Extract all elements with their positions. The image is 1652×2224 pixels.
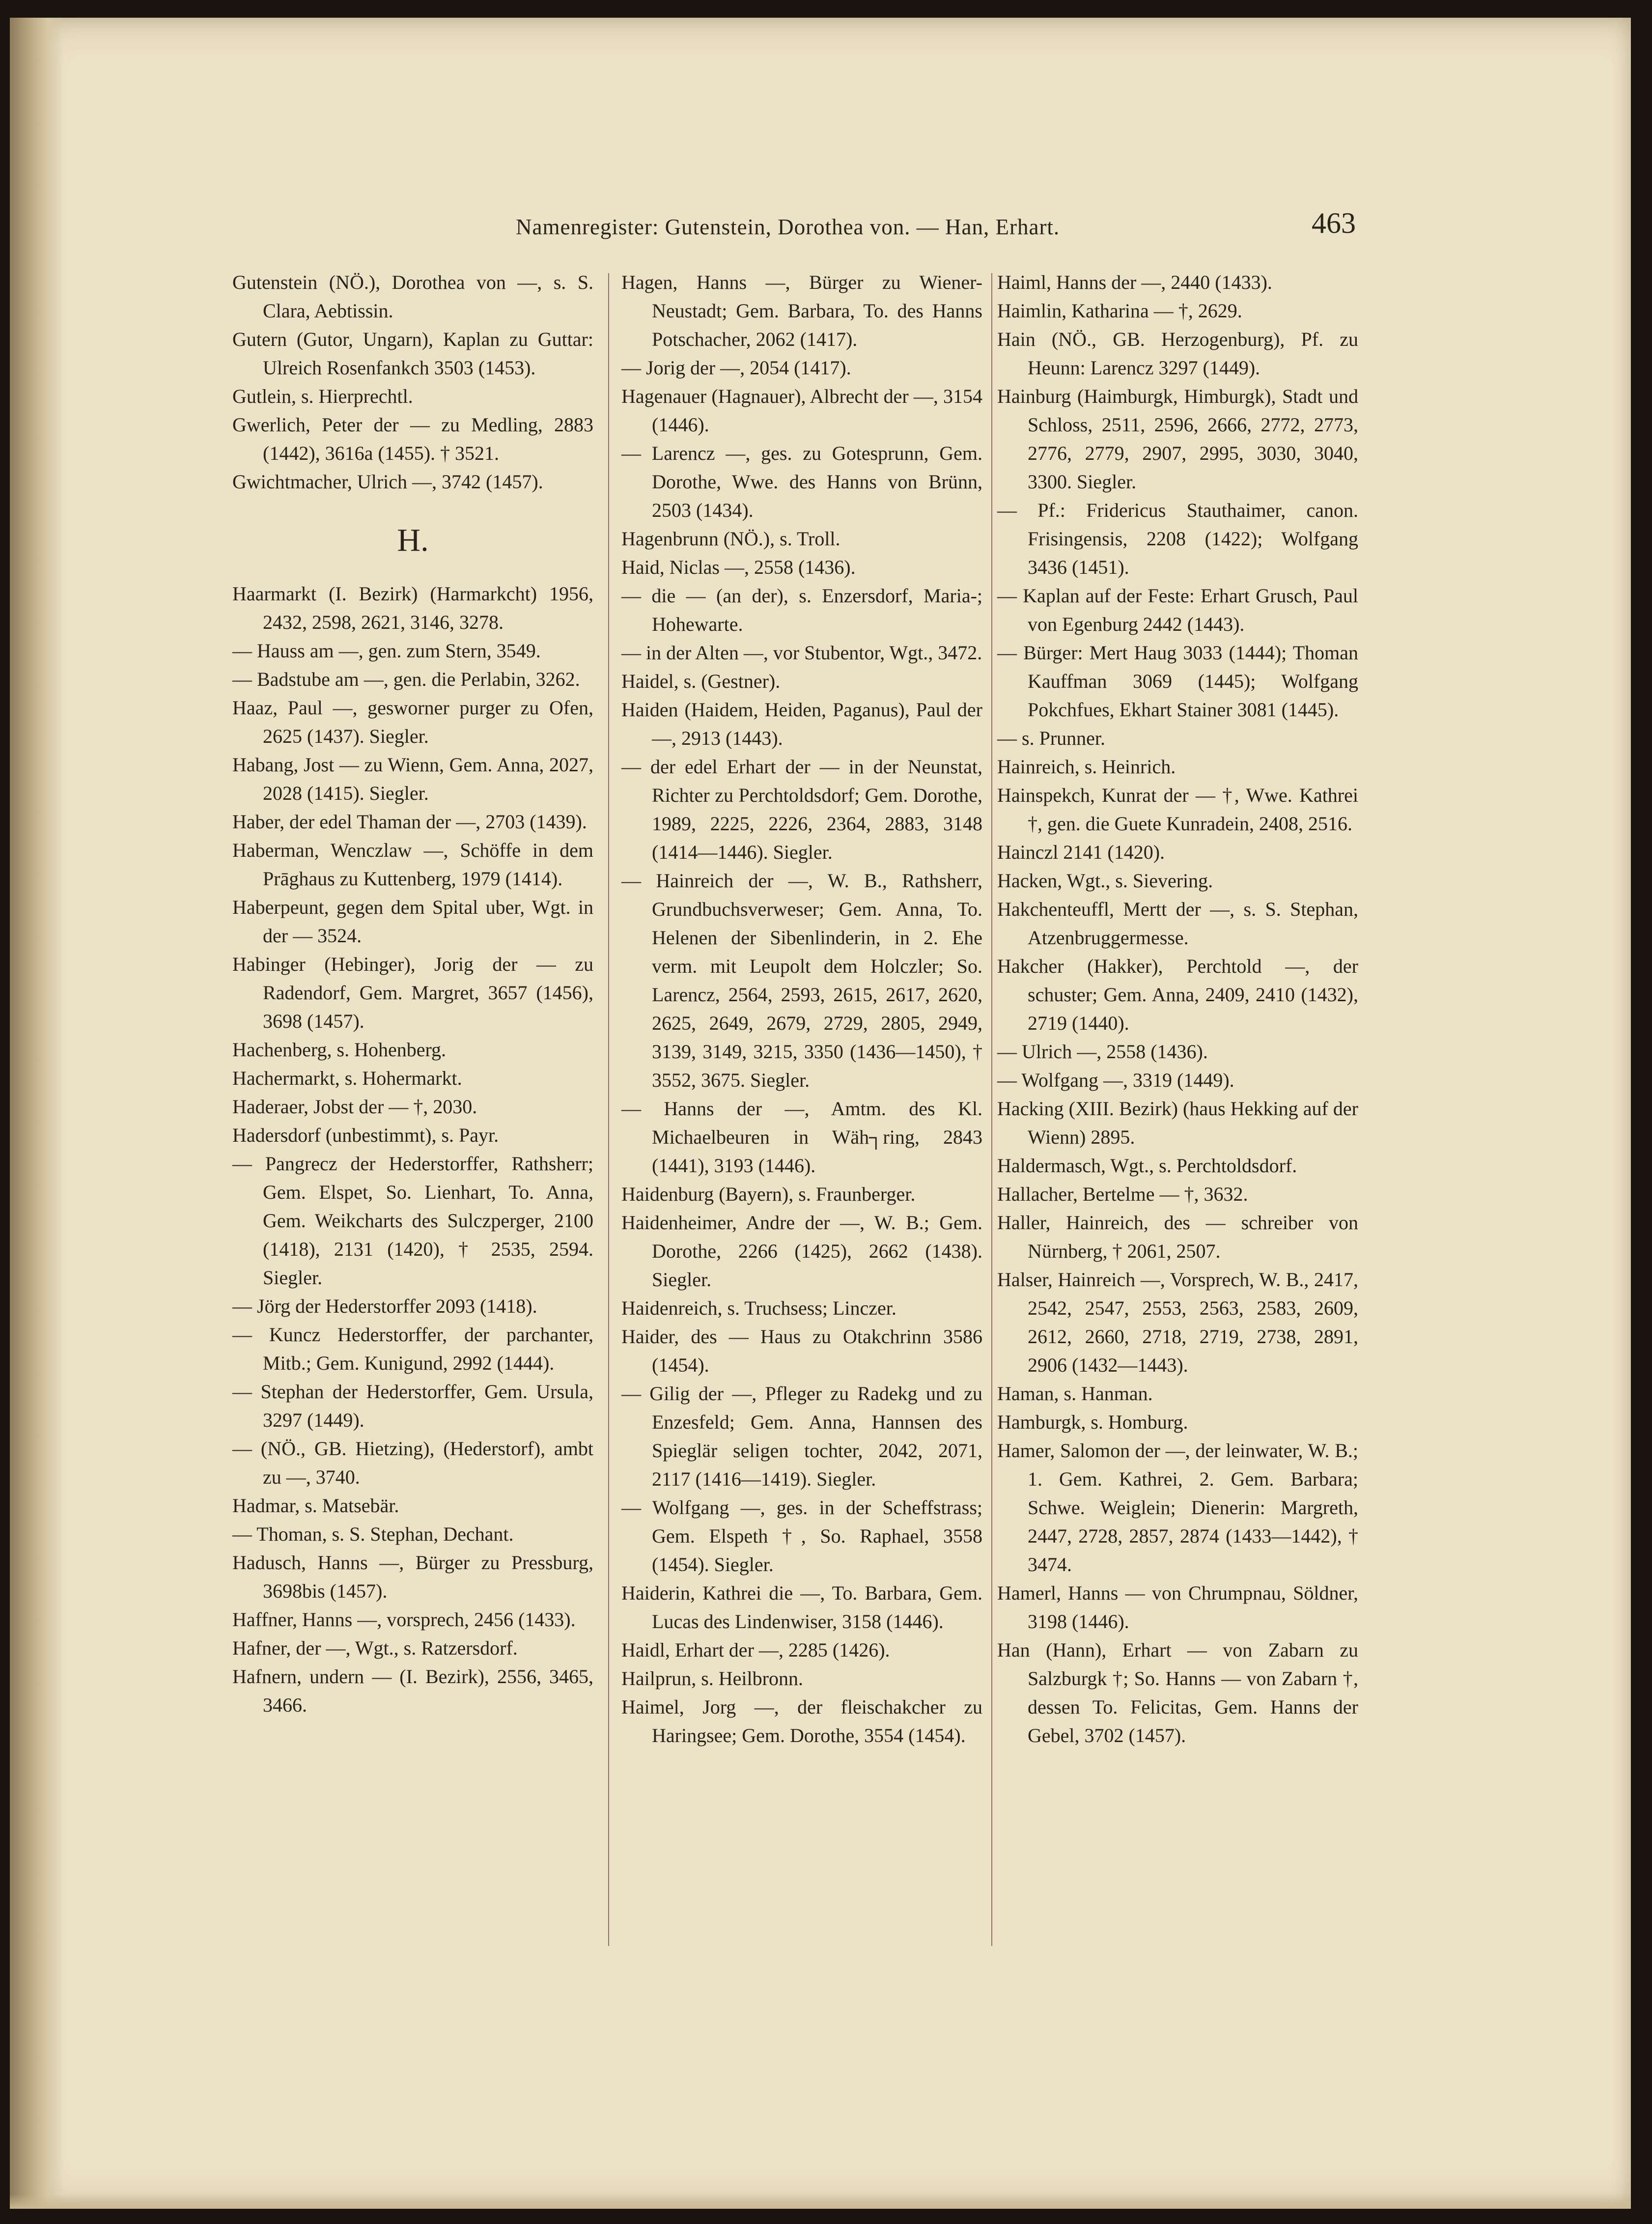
index-entry: Halser, Hainreich —, Vorsprech, W. B., 2417, 2542, 2547, 2553, 2563, 2583, 2609, 2612, 2660, 2718, 2719, 2738, 2891, 2906 (1432—1443). [997, 1268, 1358, 1376]
index-entry: Haberman, Wenczlaw —, Schöffe in dem Prāghaus zu Kuttenberg, 1979 (1414). [232, 839, 593, 890]
index-entry: Hacken, Wgt., s. Sievering. [997, 870, 1213, 892]
index-entry: — Kaplan auf der Feste: Erhart Grusch, Paul von Egenburg 2442 (1443). [997, 585, 1358, 635]
column-rule-right [991, 273, 992, 1946]
index-entry: Hain (NÖ., GB. Herzogenburg), Pf. zu Heunn: Larencz 3297 (1449). [997, 328, 1358, 379]
index-entry: Haid, Niclas —, 2558 (1436). [621, 556, 856, 578]
index-entry: — Larencz —, ges. zu Gotesprunn, Gem. Dorothe, Wwe. des Hanns von Brünn, 2503 (1434). [621, 442, 982, 521]
index-entry: Hakchenteuffl, Mertt der —, s. S. Stephan, Atzenbruggermesse. [997, 898, 1358, 949]
index-entry: Hainburg (Haimburgk, Himburgk), Stadt und Schloss, 2511, 2596, 2666, 2772, 2773, 2776, 2779, 2907, 2995, 3030, 3040, 3300. Siegler. [997, 385, 1358, 493]
index-entry: Haarmarkt (I. Bezirk) (Harmarkcht) 1956, 2432, 2598, 2621, 3146, 3278. [232, 583, 593, 633]
index-entry: — die — (an der), s. Enzersdorf, Maria-; Hohewarte. [621, 585, 982, 635]
section-letter-heading: H. [397, 522, 429, 558]
index-entry: Hagen, Hanns —, Bürger zu Wiener-Neustadt; Gem. Barbara, To. des Hanns Potschacher, 2062 (1417). [621, 271, 982, 350]
index-entry: Haller, Hainreich, des — schreiber von Nürnberg, † 2061, 2507. [997, 1211, 1358, 1262]
index-entry: — Wolfgang —, ges. in der Scheffstrass; Gem. Elspeth †, So. Raphael, 3558 (1454). Siegler. [621, 1496, 982, 1576]
index-entry: Hallacher, Bertelme — †, 3632. [997, 1183, 1248, 1205]
index-entry: Gutlein, s. Hierprechtl. [232, 385, 413, 407]
index-entry: Habang, Jost — zu Wienn, Gem. Anna, 2027, 2028 (1415). Siegler. [232, 754, 593, 804]
index-entry: Haldermasch, Wgt., s. Perchtoldsdorf. [997, 1154, 1297, 1177]
index-entry: — Kuncz Hederstorffer, der parchanter, Mitb.; Gem. Kunigund, 2992 (1444). [232, 1323, 593, 1374]
index-entry: — der edel Erhart der — in der Neunstat, Richter zu Perchtoldsdorf; Gem. Dorothe, 1989, 2225, 2226, 2364, 2883, 3148 (1414—1446). Siegler. [621, 756, 982, 863]
index-entry: Gwerlich, Peter der — zu Medling, 2883 (1442), 3616a (1455). † 3521. [232, 414, 593, 464]
index-entry: — Thoman, s. S. Stephan, Dechant. [232, 1523, 514, 1545]
index-entry: Haimel, Jorg —, der fleischakcher zu Haringsee; Gem. Dorothe, 3554 (1454). [621, 1696, 982, 1746]
index-entry: Haffner, Hanns —, vorsprech, 2456 (1433). [232, 1608, 576, 1631]
index-entry: Hainspekch, Kunrat der — †, Wwe. Kathrei †, gen. die Guete Kunradein, 2408, 2516. [997, 784, 1358, 835]
index-entry: Gutern (Gutor, Ungarn), Kaplan zu Guttar: Ulreich Rosenfankch 3503 (1453). [232, 328, 593, 379]
index-entry: Hailprun, s. Heilbronn. [621, 1667, 803, 1689]
index-entry: Haidenheimer, Andre der —, W. B.; Gem. Dorothe, 2266 (1425), 2662 (1438). Siegler. [621, 1211, 982, 1291]
index-entry: — Bürger: Mert Haug 3033 (1444); Thoman Kauffman 3069 (1445); Wolfgang Pokchfues, Ekhart Stainer 3081 (1445). [997, 642, 1358, 721]
index-entry: — Wolfgang —, 3319 (1449). [997, 1069, 1234, 1091]
index-entry: — (NÖ., GB. Hietzing), (Hederstorf), ambt zu —, 3740. [232, 1437, 593, 1488]
index-entry: — in der Alten —, vor Stubentor, Wgt., 3472. [621, 642, 982, 664]
index-entry: — Gilig der —, Pfleger zu Radekg und zu Enzesfeld; Gem. Anna, Hannsen des Spieglär seligen tochter, 2042, 2071, 2117 (1416—1419). Siegler. [621, 1382, 982, 1490]
page-bottom-edge [10, 2194, 1631, 2209]
index-entry: Hadersdorf (unbestimmt), s. Payr. [232, 1124, 499, 1146]
book-spine-shadow [10, 18, 64, 2209]
index-entry: Hafnern, undern — (I. Bezirk), 2556, 3465, 3466. [232, 1665, 593, 1716]
index-entry: Haber, der edel Thaman der —, 2703 (1439). [232, 811, 587, 833]
index-entry: Haimlin, Katharina — †, 2629. [997, 300, 1242, 322]
index-column-1 [232, 268, 593, 1719]
index-entry: Haman, s. Hanman. [997, 1382, 1153, 1405]
index-entry: — Ulrich —, 2558 (1436). [997, 1041, 1208, 1063]
index-entry: Haidenreich, s. Truchsess; Linczer. [621, 1297, 896, 1319]
index-entry: — Hauss am —, gen. zum Stern, 3549. [232, 640, 541, 662]
index-entry: Gutenstein (NÖ.), Dorothea von —, s. S. Clara, Aebtissin. [232, 271, 593, 322]
index-entry: Hagenauer (Hagnauer), Albrecht der —, 3154 (1446). [621, 385, 982, 436]
index-entry: — Jörg der Hederstorffer 2093 (1418). [232, 1295, 537, 1317]
index-column-3 [997, 268, 1358, 1750]
index-entry: Hainreich, s. Heinrich. [997, 756, 1176, 778]
index-entry: — s. Prunner. [997, 727, 1105, 749]
index-entry: Hacking (XIII. Bezirk) (haus Hekking auf der Wienn) 2895. [997, 1098, 1358, 1148]
index-entry: Hadmar, s. Matsebär. [232, 1494, 399, 1517]
index-entry: Haaz, Paul —, gesworner purger zu Ofen, 2625 (1437). Siegler. [232, 697, 593, 747]
index-entry: Han (Hann), Erhart — von Zabarn zu Salzburgk †; So. Hanns — von Zabarn †, dessen To. Felicitas, Gem. Hanns der Gebel, 3702 (1457). [997, 1639, 1358, 1746]
index-entry: — Stephan der Hederstorffer, Gem. Ursula, 3297 (1449). [232, 1380, 593, 1431]
index-entry: Habinger (Hebinger), Jorig der — zu Radendorf, Gem. Margret, 3657 (1456), 3698 (1457). [232, 953, 593, 1032]
index-column-2 [621, 268, 982, 1750]
index-entry: Haberpeunt, gegen dem Spital uber, Wgt. in der — 3524. [232, 896, 593, 947]
book-page [10, 18, 1631, 2209]
index-entry: Haiderin, Kathrei die —, To. Barbara, Gem. Lucas des Lindenwiser, 3158 (1446). [621, 1582, 982, 1633]
index-entry: Haidl, Erhart der —, 2285 (1426). [621, 1639, 890, 1661]
index-entry: — Hanns der —, Amtm. des Kl. Michaelbeuren in Wäh┐ring, 2843 (1441), 3193 (1446). [621, 1098, 982, 1177]
index-entry: — Badstube am —, gen. die Perlabin, 3262. [232, 668, 580, 690]
index-entry: Hamer, Salomon der —, der leinwater, W. B.; 1. Gem. Kathrei, 2. Gem. Barbara; Schwe. Weiglein; Dienerin: Margreth, 2447, 2728, 2857, 2874 (1433—1442), † 3474. [997, 1439, 1358, 1576]
index-entry: Haider, des — Haus zu Otakchrinn 3586 (1454). [621, 1325, 982, 1376]
index-entry: Hachermarkt, s. Hohermarkt. [232, 1067, 462, 1089]
index-entry: Hachenberg, s. Hohenberg. [232, 1039, 447, 1061]
index-entry: Hadusch, Hanns —, Bürger zu Pressburg, 3698bis (1457). [232, 1551, 593, 1602]
index-entry: Haidenburg (Bayern), s. Fraunberger. [621, 1183, 916, 1205]
index-entry: — Pf.: Fridericus Stauthaimer, canon. Frisingensis, 2208 (1422); Wolfgang 3436 (1451). [997, 499, 1358, 578]
index-entry: Haiml, Hanns der —, 2440 (1433). [997, 271, 1272, 293]
index-entry: Gwichtmacher, Ulrich —, 3742 (1457). [232, 471, 543, 493]
index-entry: — Pangrecz der Hederstorffer, Rathsherr; Gem. Elspet, So. Lienhart, To. Anna, Gem. Weikcharts des Sulczperger, 2100 (1418), 2131 (1420), † 2535, 2594. Siegler. [232, 1153, 593, 1289]
index-entry: Hagenbrunn (NÖ.), s. Troll. [621, 528, 840, 550]
index-entry: Hamerl, Hanns — von Chrumpnau, Söldner, 3198 (1446). [997, 1582, 1358, 1633]
index-entry: Hakcher (Hakker), Perchtold —, der schuster; Gem. Anna, 2409, 2410 (1432), 2719 (1440). [997, 955, 1358, 1034]
index-entry: — Jorig der —, 2054 (1417). [621, 357, 851, 379]
index-entry: Haiden (Haidem, Heiden, Paganus), Paul der —, 2913 (1443). [621, 699, 982, 749]
column-rule-left [608, 273, 609, 1946]
index-entry: Haderaer, Jobst der — †, 2030. [232, 1096, 477, 1118]
index-entry: Haidel, s. (Gestner). [621, 670, 781, 692]
index-entry: Hafner, der —, Wgt., s. Ratzersdorf. [232, 1637, 518, 1659]
page-number: 463 [1312, 207, 1356, 239]
index-entry: Hainczl 2141 (1420). [997, 841, 1165, 863]
index-entry: Hamburgk, s. Homburg. [997, 1411, 1188, 1433]
index-entry: — Hainreich der —, W. B., Rathsherr, Grundbuchsverweser; Gem. Anna, To. Helenen der Sibenlinderin, in 2. Ehe verm. mit Leupolt dem Holczler; So. Larencz, 2564, 2593, 2615, 2617, 2620, 2625, 2649, 2679, 2729, 2805, 2949, 3139, 3149, 3215, 3350 (1436—1450), † 3552, 3675. Siegler. [621, 870, 982, 1091]
running-header: Namenregister: Gutenstein, Dorothea von. — Han, Erhart. [516, 215, 1060, 239]
